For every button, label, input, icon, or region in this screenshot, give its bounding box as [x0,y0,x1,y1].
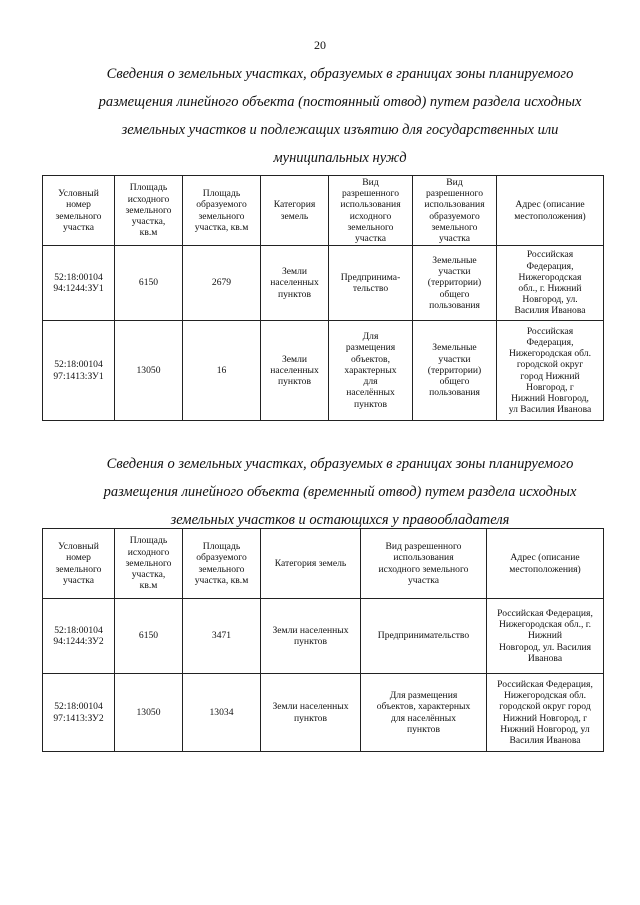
cell-text: Новгород, г [526,381,574,393]
cell-text: пунктов [278,376,311,388]
cell-text: (территории) [427,277,482,289]
table-cell [261,321,329,421]
cell-text: 52:18:00104 [54,701,103,713]
header-text: участка, кв.м [194,221,249,233]
header-text: разрешенного [425,188,484,200]
cell-text: 6150 [138,630,159,642]
cell-text: участки [438,266,471,278]
header-text: участка [354,232,387,244]
column-header [183,176,261,246]
header-text: участка [62,221,95,233]
cell-text: Предпринима- [340,271,401,283]
heading-line: размещения линейного объекта (постоянный отвод) путем раздела исходных [98,94,582,110]
cell-text: 6150 [138,277,159,289]
header-text: образуемого [196,552,247,564]
header-text: исходного земельного [378,563,469,575]
table-header-row [43,529,604,599]
header-text: земельного [125,204,172,216]
cell-text: Земли [281,266,308,278]
cell-text: пользования [429,387,480,399]
header-text: Вид [446,176,463,188]
header-text: земельного [347,221,394,233]
cell-text: для населённых [390,712,457,724]
column-header [115,529,183,599]
cell-text: пунктов [278,288,311,300]
cell-text: объектов, [351,353,390,365]
cell-text: пунктов [294,712,327,724]
permanent-allotment-table [42,175,604,421]
cell-text: обл., г. Нижний [518,283,582,294]
heading-line: муниципальных нужд [273,150,407,166]
header-text: земельного [198,210,245,222]
cell-text: городской округ город [499,701,591,713]
cell-text: населённых [346,387,395,399]
header-text: образуемого [196,199,247,211]
section2-heading [60,450,620,534]
header-text: кв.м [139,227,158,239]
header-text: исходного [127,546,170,558]
cell-text: для [363,376,378,388]
header-text: участка, [131,569,166,581]
header-text: земельного [55,210,102,222]
cell-text: пунктов [354,398,387,410]
header-text: исходного [127,193,170,205]
table-cell [115,246,183,321]
heading-line: Сведения о земельных участках, образуемых в границах зоны планируемого [106,66,574,82]
table-cell [43,246,115,321]
cell-text: Федерация, [526,336,574,348]
header-text: земель [280,210,309,222]
table-cell [361,674,487,752]
cell-text: 2679 [211,277,232,289]
header-text: использования [340,199,401,211]
header-text: Условный [58,188,99,200]
table-cell [413,321,497,421]
header-text: Площадь [202,541,241,553]
table-row [43,246,604,321]
cell-text: Нижний Новгород, ул [500,723,590,735]
header-text: участка [407,574,440,586]
column-header [413,176,497,246]
cell-text: Для размещения [389,690,458,702]
header-text: номер [66,199,91,211]
cell-text: Нижегородская обл. [504,690,586,702]
table-cell [183,321,261,421]
table-cell [487,599,604,674]
cell-text: общего [439,288,470,300]
header-text: разрешенного [341,188,400,200]
cell-text: 52:18:00104 [54,271,103,283]
cell-text: 13034 [209,706,234,718]
cell-text: 3471 [211,630,232,642]
column-header [183,529,261,599]
table-cell [497,321,604,421]
cell-text: участки [438,353,471,365]
cell-text: город Нижний [520,370,580,382]
table-cell [329,321,413,421]
table-cell [361,599,487,674]
table-cell [261,599,361,674]
cell-text: Российская Федерация, [497,678,593,690]
cell-text: размещения [345,342,396,354]
column-header [43,529,115,599]
table-cell [183,674,261,752]
cell-text: Новгород, ул. [522,294,578,306]
cell-text: Василия Иванова [509,734,581,746]
page-number: 20 [314,38,326,52]
header-text: исходного [349,210,392,222]
table-cell [43,599,115,674]
cell-text: характерных [344,364,397,376]
cell-text: пунктов [294,636,327,647]
cell-text: населенных [270,364,319,376]
header-text: местоположения) [514,210,586,222]
header-text: земельного [125,557,172,569]
header-text: участка [438,232,471,244]
header-text: земельного [198,563,245,575]
heading-line: земельных участков и подлежащих изъятию для государственных или [121,122,559,138]
cell-text: Нижний Новгород, г [502,712,588,724]
table-cell [413,246,497,321]
cell-text: 94:1244:ЗУ1 [53,283,104,294]
table-cell [43,321,115,421]
column-header [115,176,183,246]
cell-text: Иванова [527,652,563,664]
cell-text: Василия Иванова [514,305,586,317]
column-header [497,176,604,246]
table-header-row [43,176,604,246]
cell-text: 52:18:00104 [54,624,103,636]
cell-text: 13050 [136,364,161,376]
header-text: Адрес (описание [515,199,585,211]
table-cell [261,246,329,321]
column-header [261,176,329,246]
table-cell [261,674,361,752]
cell-text: Нижний Новгород, [511,392,589,404]
table-cell [115,321,183,421]
header-text: земельного [55,563,102,575]
header-text: местоположения) [509,563,581,575]
table-cell [497,246,604,321]
cell-text: Для [362,331,379,343]
table-cell [487,674,604,752]
cell-text: объектов, характерных [376,701,471,713]
cell-text: Российская [526,325,574,337]
heading-line: размещения линейного объекта (временный отвод) путем раздела исходных [103,484,577,500]
cell-text: тельство [352,283,389,294]
cell-text: 16 [216,364,227,376]
cell-text: Нижегородская обл. [509,348,591,360]
header-text: Категория [273,199,316,211]
cell-text: городской округ [516,359,584,371]
cell-text: пунктов [407,723,440,735]
header-text: Категория земель [274,557,347,569]
table-row [43,674,604,752]
cell-text: (территории) [427,364,482,376]
table-cell [115,674,183,752]
column-header [261,529,361,599]
table-row [43,321,604,421]
heading-line: Сведения о земельных участках, образуемых в границах зоны планируемого [106,456,574,472]
header-text: земельного [431,221,478,233]
header-text: номер [66,552,91,564]
header-text: участка, кв.м [194,574,249,586]
cell-text: Нижегородская [518,271,582,283]
table-cell [43,674,115,752]
cell-text: 97:1413:ЗУ2 [53,712,104,724]
cell-text: 94:1244:ЗУ2 [53,636,104,647]
column-header [361,529,487,599]
cell-text: Российская Федерация, [497,607,593,619]
cell-text: 52:18:00104 [54,359,103,371]
cell-text: Федерация, [526,260,574,272]
cell-text: Земельные [432,254,477,266]
header-text: Вид [362,176,379,188]
cell-text: Новгород, ул. Василия [498,641,592,653]
cell-text: пользования [429,299,480,311]
cell-text: Земли населенных [272,701,349,713]
header-text: Площадь [129,182,168,194]
header-text: Адрес (описание [510,552,580,564]
header-text: использования [393,552,454,564]
table-cell [329,246,413,321]
cell-text: Российская [526,249,574,261]
cell-text: Земли [281,353,308,365]
table-cell [183,246,261,321]
table-row [43,599,604,674]
cell-text: ул Василия Иванова [508,404,592,416]
header-text: образуемого [429,210,480,222]
header-text: Условный [58,541,99,553]
cell-text: 13050 [136,706,161,718]
header-text: участка [62,574,95,586]
cell-text: Земельные [432,342,477,354]
cell-text: Нижегородская обл., г. [498,619,592,631]
header-text: участка, [131,216,166,228]
cell-text: 97:1413:ЗУ1 [53,370,104,382]
header-text: использования [424,199,485,211]
header-text: Вид разрешенного [385,541,462,553]
section1-heading [60,60,620,172]
cell-text: Нижний [527,630,563,642]
column-header [329,176,413,246]
column-header [43,176,115,246]
column-header [487,529,604,599]
heading-line: земельных участков и остающихся у правообладателя [170,512,510,528]
header-text: Площадь [129,535,168,547]
header-text: Площадь [202,188,241,200]
temporary-allotment-table [42,528,604,752]
cell-text: населенных [270,277,319,289]
header-text: кв.м [139,580,158,592]
table-cell [183,599,261,674]
cell-text: Земли населенных [272,624,349,636]
table-cell [115,599,183,674]
cell-text: Предпринимательство [377,630,470,642]
cell-text: общего [439,376,470,388]
